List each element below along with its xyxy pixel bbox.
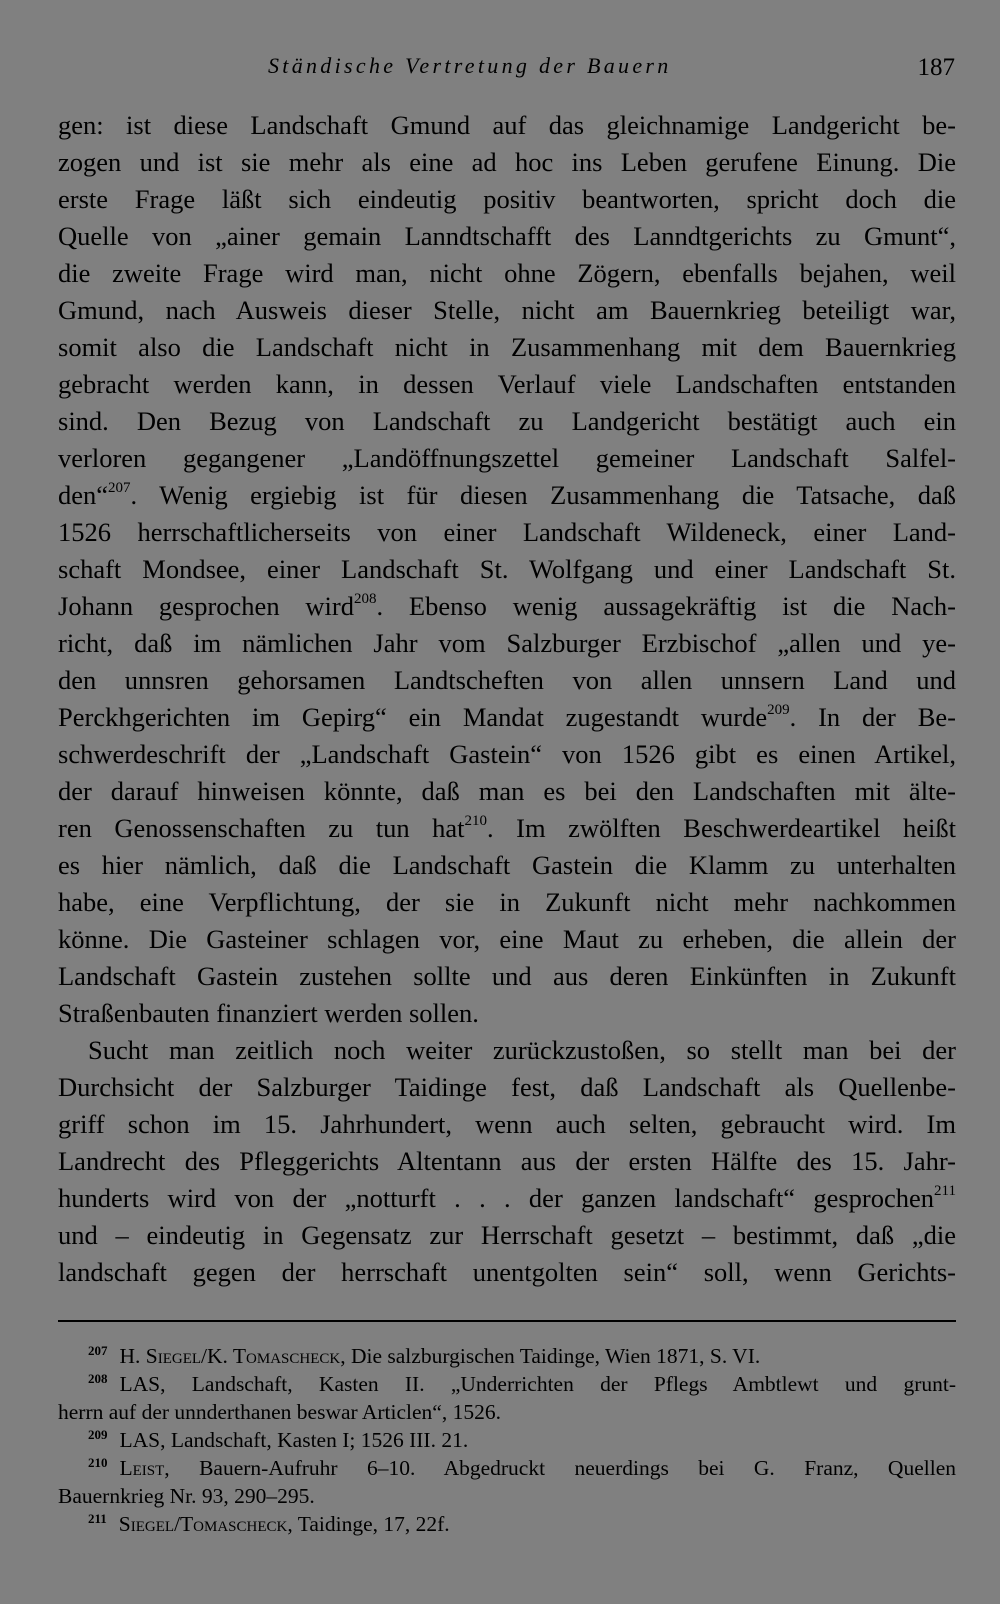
text-line — [58, 1180, 956, 1217]
footnote-line — [58, 1454, 956, 1482]
text-line — [58, 477, 956, 514]
text-line — [58, 514, 956, 551]
footnote-line — [58, 1342, 956, 1370]
footnote-rule — [58, 1320, 956, 1322]
footnote — [58, 1342, 956, 1370]
text-run: Perckhgerichten im Gepirg“ ein Mandat zugestandt wurde — [58, 702, 768, 732]
page-number: 187 — [917, 54, 955, 81]
footnote-reference: 209 — [767, 702, 790, 719]
footnote — [58, 1426, 956, 1454]
text-line — [58, 1032, 956, 1069]
author-name: Siegel/Tomascheck — [118, 1512, 288, 1536]
text-run: es hier nämlich, daß die Landschaft Gastein die Klamm zu unterhalten — [58, 850, 956, 880]
text-run: sind. Den Bezug von Landschaft zu Landgericht bestätigt auch ein — [58, 406, 956, 436]
author-name: H. Siegel/K. Tomascheck — [119, 1344, 341, 1368]
text-run: gen: ist diese Landschaft Gmund auf das gleichnamige Landgericht be- — [58, 110, 956, 140]
text-line — [58, 921, 956, 958]
text-run: , Taidinge, 17, 22f. — [287, 1512, 450, 1536]
text-run: den unnsren gehorsamen Landtscheften von allen unnsern Land und — [58, 665, 956, 695]
text-run: die zweite Frage wird man, nicht ohne Zögern, ebenfalls bejahen, weil — [58, 258, 956, 288]
text-run: Johann gesprochen wird — [58, 591, 354, 621]
text-run: richt, daß im nämlichen Jahr vom Salzburger Erzbischof „allen und ye- — [58, 628, 956, 658]
text-line — [58, 1217, 956, 1254]
text-run: 1526 herrschaftlicherseits von einer Landschaft Wildeneck, einer Land- — [58, 517, 956, 547]
text-run: verloren gegangener „Landöffnungszettel gemeiner Landschaft Salfel- — [58, 443, 956, 473]
footnote-line — [58, 1398, 956, 1426]
text-run: Landschaft Gastein zustehen sollte und aus deren Einkünften in Zukunft — [58, 961, 956, 991]
text-line — [58, 255, 956, 292]
text-run: Bauernkrieg Nr. 93, 290–295. — [58, 1484, 315, 1508]
body-text — [58, 107, 956, 1291]
footnote — [58, 1510, 956, 1538]
text-line — [58, 699, 956, 736]
footnote-line — [58, 1482, 956, 1510]
footnote-line — [58, 1426, 956, 1454]
text-line — [58, 625, 956, 662]
text-line — [58, 144, 956, 181]
footnote-line — [58, 1510, 956, 1538]
text-run: der darauf hinweisen könnte, daß man es bei den Landschaften mit älte- — [58, 776, 956, 806]
text-run: griff schon im 15. Jahrhundert, wenn auch selten, gebraucht wird. Im — [58, 1109, 956, 1139]
text-run: , Bauern-Aufruhr 6–10. Abgedruckt neuerdings bei G. Franz, Quellen — [164, 1456, 956, 1480]
footnote — [58, 1370, 956, 1426]
footnote-line — [58, 1370, 956, 1398]
text-run: Straßenbauten finanziert werden sollen. — [58, 998, 479, 1028]
text-run: könne. Die Gasteiner schlagen vor, eine Maut zu erheben, die allein der — [58, 924, 956, 954]
text-run: herrn auf der unnderthanen beswar Articlen“, 1526. — [58, 1400, 501, 1424]
text-line — [58, 551, 956, 588]
text-run: ren Genossenschaften zu tun hat — [58, 813, 465, 843]
text-run: somit also die Landschaft nicht in Zusammenhang mit dem Bauernkrieg — [58, 332, 956, 362]
text-run: , Die salzburgischen Taidinge, Wien 1871, S. VI. — [340, 1344, 761, 1368]
footnote-number: 210 — [88, 1454, 108, 1470]
text-run: erste Frage läßt sich eindeutig positiv beantworten, spricht doch die — [58, 184, 956, 214]
footnote-number: 209 — [88, 1426, 108, 1442]
text-line — [58, 847, 956, 884]
text-line — [58, 1254, 956, 1291]
text-run: und – eindeutig in Gegensatz zur Herrschaft gesetzt – bestimmt, daß „die — [58, 1220, 956, 1250]
text-run: landschaft gegen der herrschaft unentgolten sein“ soll, wenn Gerichts- — [58, 1257, 956, 1287]
text-run: Gmund, nach Ausweis dieser Stelle, nicht am Bauernkrieg beteiligt war, — [58, 295, 956, 325]
running-head — [60, 50, 955, 86]
footnote-reference: 210 — [464, 813, 487, 830]
text-line — [58, 218, 956, 255]
text-line — [58, 1143, 956, 1180]
text-line — [58, 773, 956, 810]
running-title: Ständische Vertretung der Bauern — [268, 53, 672, 78]
text-run: Sucht man zeitlich noch weiter zurückzustoßen, so stellt man bei der — [88, 1035, 956, 1065]
text-line — [58, 329, 956, 366]
text-run: . Wenig ergiebig ist für diesen Zusammenhang die Tatsache, daß — [130, 480, 956, 510]
text-run: habe, eine Verpflichtung, der sie in Zukunft nicht mehr nachkommen — [58, 887, 956, 917]
footnote-reference: 207 — [108, 480, 131, 497]
text-run: LAS, Landschaft, Kasten II. „Underrichten der Pflegs Ambtlewt und grunt- — [119, 1372, 956, 1396]
text-line — [58, 810, 956, 847]
text-run: zogen und ist sie mehr als eine ad hoc ins Leben gerufene Einung. Die — [58, 147, 956, 177]
text-run: . Ebenso wenig aussagekräftig ist die Nach- — [376, 591, 956, 621]
author-name: Leist — [119, 1456, 165, 1480]
text-run: Landrecht des Pfleggerichts Altentann aus der ersten Hälfte des 15. Jahr- — [58, 1146, 956, 1176]
text-run: Quelle von „ainer gemain Lanndtschafft des Lanndtgerichts zu Gmunt“, — [58, 221, 956, 251]
footnote — [58, 1454, 956, 1510]
text-run: schaft Mondsee, einer Landschaft St. Wolfgang und einer Landschaft St. — [58, 554, 956, 584]
footnote-number: 208 — [88, 1370, 108, 1386]
footnote-number: 211 — [88, 1510, 107, 1526]
text-line — [58, 662, 956, 699]
text-line — [58, 884, 956, 921]
text-run: . Im zwölften Beschwerdeartikel heißt — [486, 813, 956, 843]
text-line — [58, 403, 956, 440]
text-run: schwerdeschrift der „Landschaft Gastein“ von 1526 gibt es einen Artikel, — [58, 739, 956, 769]
footnote-reference: 211 — [934, 1183, 956, 1200]
text-line — [58, 1106, 956, 1143]
text-run: LAS, Landschaft, Kasten I; 1526 III. 21. — [119, 1428, 469, 1452]
footnotes — [58, 1342, 956, 1538]
text-run: gebracht werden kann, in dessen Verlauf viele Landschaften entstanden — [58, 369, 956, 399]
text-line — [58, 292, 956, 329]
text-line — [58, 958, 956, 995]
text-run: hunderts wird von der „notturft . . . der ganzen landschaft“ gesprochen — [58, 1183, 935, 1213]
text-line — [58, 995, 956, 1032]
text-run: den“ — [58, 480, 109, 510]
text-line — [58, 366, 956, 403]
text-line — [58, 588, 956, 625]
footnote-number: 207 — [88, 1342, 108, 1358]
text-line — [58, 736, 956, 773]
text-line — [58, 107, 956, 144]
text-line — [58, 440, 956, 477]
footnote-reference: 208 — [353, 591, 377, 608]
text-line — [58, 181, 956, 218]
text-run: Durchsicht der Salzburger Taidinge fest, daß Landschaft als Quellenbe- — [58, 1072, 956, 1102]
text-line — [58, 1069, 956, 1106]
text-run: . In der Be- — [789, 702, 956, 732]
